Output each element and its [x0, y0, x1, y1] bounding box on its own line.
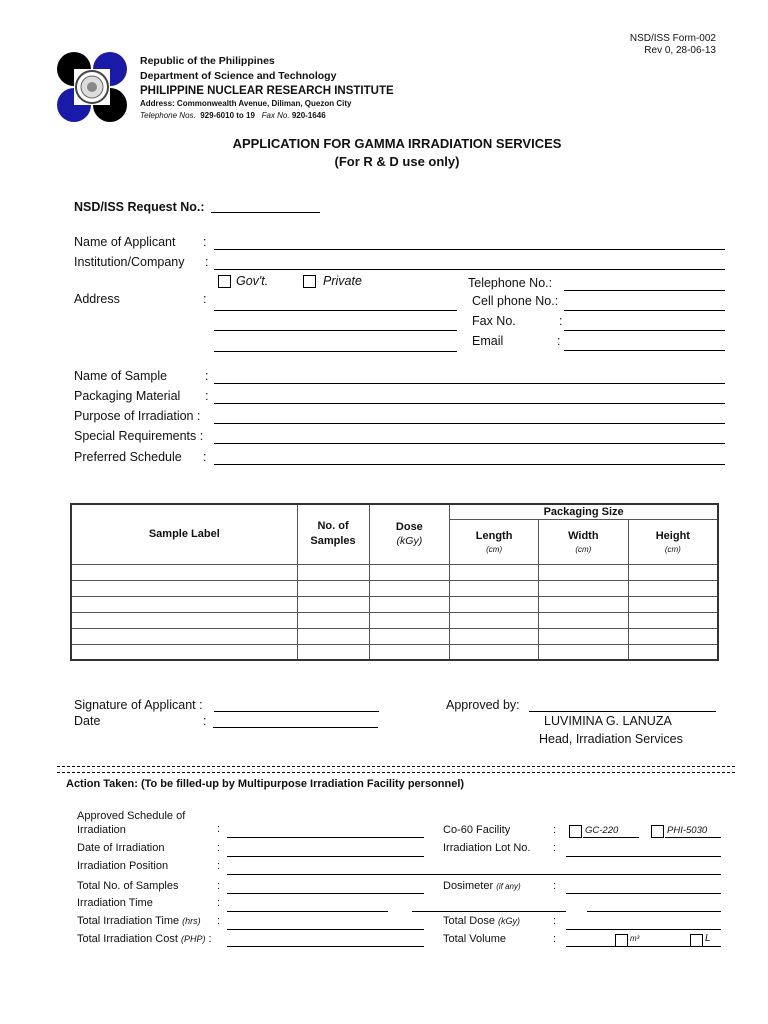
colon: :: [217, 823, 221, 835]
fax-label: Fax No.: [261, 111, 290, 120]
fax-field[interactable]: [564, 330, 725, 331]
email-field[interactable]: [564, 350, 725, 351]
no-samples-header-text: No. of Samples: [310, 520, 356, 548]
total-cost-label: Total Irradiation Cost (PHP) :: [77, 933, 212, 945]
fax-field-label: Fax No.: [472, 314, 516, 328]
republic-line: Republic of the Philippines: [140, 55, 275, 67]
height-header-text: Height: [655, 529, 690, 542]
colon: :: [553, 880, 557, 892]
date-irradiation-label: Date of Irradiation: [77, 842, 165, 854]
total-samples-label: Total No. of Samples: [77, 880, 179, 892]
colon: :: [203, 450, 207, 464]
height-header: [628, 519, 718, 564]
dosimeter-field[interactable]: [566, 893, 721, 894]
dose-unit: (kGy): [396, 535, 423, 548]
phi5030-underline: [665, 837, 721, 838]
colon: :: [217, 897, 221, 909]
table-row[interactable]: [71, 628, 718, 644]
cellphone-label: Cell phone No.:: [472, 294, 559, 308]
pnri-logo: [55, 50, 129, 124]
m3-checkbox[interactable]: [615, 934, 628, 947]
institute-header: [140, 54, 394, 99]
dosimeter-label: [443, 880, 521, 892]
tel-label: Telephone Nos.: [140, 111, 196, 120]
total-cost-label-text: Total Irradiation Cost: [77, 933, 178, 945]
colon: :: [203, 292, 207, 306]
total-dose-label: [443, 915, 520, 927]
special-requirements-label: Special Requirements :: [74, 429, 204, 443]
dose-header: [369, 504, 450, 564]
liter-label: L: [705, 933, 711, 944]
institute-name: PHILIPPINE NUCLEAR RESEARCH INSTITUTE: [140, 85, 394, 97]
m3-label: m³: [630, 934, 640, 943]
gc220-label: GC-220: [585, 825, 619, 836]
colon: :: [553, 842, 557, 854]
phi5030-label: PHI-5030: [667, 825, 708, 836]
table-row[interactable]: [71, 580, 718, 596]
govt-checkbox[interactable]: [218, 275, 231, 288]
form-title: APPLICATION FOR GAMMA IRRADIATION SERVICES: [232, 136, 562, 151]
form-title-block: [0, 135, 768, 171]
address-line-2[interactable]: [214, 330, 457, 331]
packaging-material-label: Packaging Material: [74, 389, 181, 403]
irradiation-position-field[interactable]: [227, 874, 721, 875]
purpose-field[interactable]: [214, 423, 725, 424]
date-irradiation-field[interactable]: [227, 856, 424, 857]
institution-label: Institution/Company: [74, 255, 185, 269]
signature-label: Signature of Applicant :: [74, 698, 203, 712]
telephone-label: Telephone No.:: [468, 276, 553, 290]
telephone-field[interactable]: [564, 290, 725, 291]
preferred-schedule-label: Preferred Schedule: [74, 450, 182, 464]
colon: :: [205, 389, 209, 403]
total-time-field[interactable]: [227, 929, 424, 930]
action-taken-title: Action Taken: (To be filled-up by Multipurpose Irradiation Facility personnel): [66, 778, 465, 790]
email-label: Email: [472, 334, 504, 348]
width-unit: (cm): [575, 544, 592, 554]
irradiation-time-label: Irradiation Time: [77, 897, 153, 909]
co60-label: Co-60 Facility: [443, 824, 511, 836]
department-line: Department of Science and Technology: [140, 70, 337, 82]
form-code: NSD/ISS Form-002: [629, 33, 716, 44]
table-row[interactable]: [71, 644, 718, 660]
sample-label-header: Sample Label: [71, 504, 297, 564]
address-value: Commonwealth Avenue, Diliman, Quezon City: [176, 99, 352, 108]
total-samples-field[interactable]: [227, 893, 424, 894]
liter-checkbox[interactable]: [690, 934, 703, 947]
applicant-name-field[interactable]: [214, 249, 725, 250]
irradiation-time-field-3[interactable]: [587, 911, 721, 912]
irradiation-position-label: Irradiation Position: [77, 860, 169, 872]
gc220-checkbox[interactable]: [569, 825, 582, 838]
total-dose-field[interactable]: [566, 929, 721, 930]
form-revision: Rev 0, 28-06-13: [644, 45, 716, 56]
colon: :: [205, 255, 209, 269]
lot-no-label: Irradiation Lot No.: [443, 842, 531, 854]
request-no-label: NSD/ISS Request No.:: [74, 200, 205, 214]
form-code-block: [630, 33, 716, 57]
approved-by-field[interactable]: [529, 711, 716, 712]
special-requirements-field[interactable]: [214, 443, 725, 444]
colon: :: [559, 314, 563, 328]
total-time-label-text: Total Irradiation Time: [77, 915, 180, 927]
samples-table: [70, 503, 719, 661]
height-unit: (cm): [664, 544, 681, 554]
colon: :: [203, 714, 207, 728]
approver-name: LUVIMINA G. LANUZA: [544, 714, 672, 728]
dosimeter-unit: (if any): [496, 882, 521, 891]
sample-name-label: Name of Sample: [74, 369, 168, 383]
irradiation-time-field-1[interactable]: [227, 911, 388, 912]
no-samples-header: [297, 504, 369, 564]
total-volume-label: Total Volume: [443, 933, 506, 945]
colon: :: [205, 369, 209, 383]
approved-schedule-label: [77, 809, 185, 837]
table-row[interactable]: [71, 596, 718, 612]
private-label: Private: [323, 274, 362, 288]
approved-schedule-field[interactable]: [227, 837, 424, 838]
width-header-text: Width: [568, 529, 599, 542]
form-subtitle: (For R & D use only): [334, 154, 460, 169]
total-time-label: [77, 915, 201, 927]
address-label: Address:: [140, 99, 175, 108]
packaging-material-field[interactable]: [214, 403, 725, 404]
width-header: [538, 519, 628, 564]
table-row[interactable]: [71, 612, 718, 628]
request-no-field[interactable]: [211, 212, 320, 213]
colon: :: [217, 860, 221, 872]
length-header: [450, 519, 539, 564]
colon: :: [217, 842, 221, 854]
irradiation-time-field-2[interactable]: [412, 911, 566, 912]
dosimeter-label-text: Dosimeter: [443, 880, 494, 892]
govt-label: Gov't.: [236, 274, 269, 288]
length-unit: (cm): [486, 544, 503, 554]
table-row[interactable]: [71, 564, 718, 580]
approved-schedule-label-line2: Irradiation: [77, 824, 126, 836]
approved-by-label: Approved by:: [446, 698, 520, 712]
colon: :: [553, 915, 557, 927]
colon: :: [557, 334, 561, 348]
colon: :: [553, 824, 557, 836]
institution-field[interactable]: [214, 269, 725, 270]
colon: :: [217, 880, 221, 892]
packaging-size-header: Packaging Size: [450, 504, 718, 519]
colon: :: [217, 915, 221, 927]
total-time-unit: (hrs): [182, 916, 201, 926]
address-line-1[interactable]: [214, 310, 457, 311]
address-field-label: Address: [74, 292, 120, 306]
applicant-name-label: Name of Applicant: [74, 235, 176, 249]
signature-field[interactable]: [214, 711, 379, 712]
approved-schedule-label-line1: Approved Schedule of: [77, 810, 186, 822]
lot-no-field[interactable]: [566, 856, 721, 857]
dose-header-text: Dose: [395, 521, 423, 534]
address-line-3[interactable]: [214, 351, 457, 352]
total-cost-field[interactable]: [227, 946, 424, 947]
private-checkbox[interactable]: [303, 275, 316, 288]
date-field[interactable]: [213, 727, 378, 728]
sample-name-field[interactable]: [214, 383, 725, 384]
preferred-schedule-field[interactable]: [214, 464, 725, 465]
colon: :: [553, 933, 557, 945]
fax-value: 920-1646: [291, 111, 326, 120]
colon: :: [203, 235, 207, 249]
purpose-label: Purpose of Irradiation :: [74, 409, 201, 423]
institute-contact: [140, 98, 351, 122]
tel-value: 929-6010 to 19: [200, 111, 255, 120]
gc220-underline: [583, 837, 639, 838]
cellphone-field[interactable]: [564, 310, 725, 311]
approver-title: Head, Irradiation Services: [539, 732, 683, 746]
total-dose-unit: (kGy): [498, 916, 521, 926]
total-cost-unit: (PHP): [180, 934, 206, 944]
phi5030-checkbox[interactable]: [651, 825, 664, 838]
total-dose-label-text: Total Dose: [443, 915, 495, 927]
section-divider: [57, 766, 735, 773]
date-label: Date: [74, 714, 101, 728]
length-header-text: Length: [475, 529, 513, 542]
